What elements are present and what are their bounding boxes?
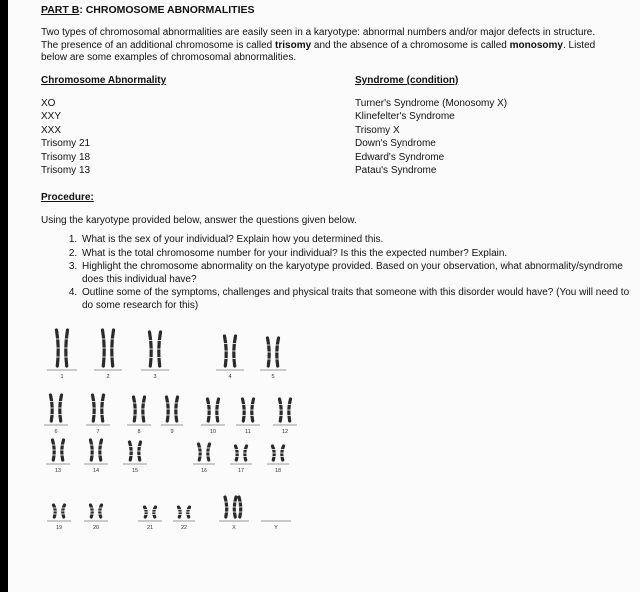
chromosome-label: X bbox=[232, 525, 236, 531]
syndrome-list bbox=[355, 97, 507, 177]
chromosome-label: 1 bbox=[60, 374, 64, 380]
chromosome-pair-17 bbox=[230, 446, 252, 474]
karyotype-image bbox=[8, 318, 640, 592]
procedure-heading bbox=[41, 191, 94, 204]
chromosome-pair-Y bbox=[261, 521, 291, 531]
chromosome-label: 18 bbox=[274, 468, 282, 474]
chromosome-label: 22 bbox=[180, 525, 188, 531]
chromosome-label: 17 bbox=[237, 468, 245, 474]
chromosome-label: 3 bbox=[153, 374, 157, 380]
chromosome-pair-8 bbox=[127, 397, 151, 435]
chromosome-label: 14 bbox=[92, 468, 100, 474]
list-item: Trisomy 21 bbox=[41, 138, 91, 150]
question-item: 1. What is the sex of your individual? Explain how you determined this. bbox=[80, 234, 640, 247]
chromosome-pair-22 bbox=[173, 507, 195, 531]
chromosome-label: 2 bbox=[106, 374, 110, 380]
question-list bbox=[60, 234, 640, 313]
title-rest: : CHROMOSOME ABNORMALITIES bbox=[79, 4, 255, 16]
list-item: XXY bbox=[41, 111, 62, 123]
monosomy-term: monosomy bbox=[509, 39, 563, 51]
chromosome-label: 7 bbox=[96, 429, 100, 435]
chromosome-pair-X bbox=[219, 497, 249, 531]
abnormality-list bbox=[41, 97, 90, 177]
chromosome-pair-5 bbox=[260, 338, 286, 380]
chromosome-pair-19 bbox=[47, 505, 71, 531]
procedure-instruction: Using the karyotype provided below, answer the questions given below. bbox=[41, 215, 357, 226]
column-header-abnormality: Chromosome Abnormality bbox=[41, 75, 167, 86]
list-item: Trisomy X bbox=[355, 124, 400, 136]
chromosome-label: Y bbox=[274, 525, 278, 531]
list-item: Trisomy 18 bbox=[41, 151, 91, 163]
chromosome-label: 20 bbox=[92, 525, 100, 531]
chromosome-pair-2 bbox=[94, 330, 122, 380]
question-item: 2. What is the total chromosome number for your individual? Is this the expected number? Explain. bbox=[80, 248, 640, 261]
chromosome-pair-14 bbox=[84, 440, 108, 474]
chromosome-label: 8 bbox=[137, 429, 141, 435]
intro-text-2: and the absence of a chromosome is called bbox=[311, 39, 510, 51]
list-item: Patau's Syndrome bbox=[355, 165, 437, 177]
chromosome-pair-9 bbox=[161, 397, 183, 435]
question-item: 4. Outline some of the symptoms, challenges and physical traits that someone with this disorder would have? (You will need to do some research for this) bbox=[80, 287, 640, 312]
list-item: Klinefelter's Syndrome bbox=[355, 111, 455, 123]
chromosome-label: 11 bbox=[245, 429, 251, 435]
chromosome-label: 19 bbox=[55, 525, 63, 531]
title-prefix: PART B bbox=[41, 4, 80, 16]
chromosome-label: 15 bbox=[131, 468, 139, 474]
chromosome-label: 4 bbox=[228, 374, 232, 380]
list-item: XO bbox=[41, 98, 56, 109]
chromosome-label: 9 bbox=[170, 429, 174, 435]
chromosome-label: 5 bbox=[271, 374, 275, 380]
column-header-syndrome: Syndrome (condition) bbox=[355, 75, 459, 86]
chromosome-pair-1 bbox=[47, 330, 77, 380]
chromosome-pair-7 bbox=[86, 395, 110, 435]
trisomy-term: trisomy bbox=[275, 39, 312, 51]
chromosome-pair-6 bbox=[44, 395, 68, 435]
list-item: Down's Syndrome bbox=[355, 138, 436, 150]
chromosome-label: 10 bbox=[209, 429, 217, 435]
chromosome-pair-15 bbox=[123, 442, 147, 474]
list-item: XXX bbox=[41, 124, 62, 136]
list-item: Turner's Syndrome (Monosomy X) bbox=[355, 98, 508, 109]
chromosome-pair-20 bbox=[84, 505, 108, 531]
chromosome-label: 21 bbox=[146, 525, 154, 531]
chromosome-pair-11 bbox=[236, 399, 260, 435]
chromosome-pair-12 bbox=[273, 399, 297, 435]
chromosome-pair-3 bbox=[141, 332, 169, 380]
chromosome-pair-4 bbox=[216, 336, 244, 380]
question-item: 3. Highlight the chromosome abnormality on the karyotype provided. Based on your observation, what abnormality/syndrome does this individual have? bbox=[80, 261, 640, 286]
chromosome-pair-21 bbox=[138, 507, 162, 531]
chromosome-label: 6 bbox=[54, 429, 58, 435]
chromosome-pair-10 bbox=[201, 399, 225, 435]
list-item: Trisomy 13 bbox=[41, 165, 91, 177]
chromosome-label: 16 bbox=[200, 468, 208, 474]
chromosome-label: 12 bbox=[281, 429, 289, 435]
karyotype-chromosomes bbox=[44, 330, 297, 531]
intro-paragraph bbox=[41, 27, 611, 65]
chromosome-label: 13 bbox=[54, 468, 62, 474]
list-item: Edward's Syndrome bbox=[355, 151, 445, 163]
intro-text-3: . Listed below are some examples of chromosomal abnormalities. bbox=[41, 39, 596, 63]
chromosome-pair-16 bbox=[193, 444, 215, 474]
procedure-heading-text: Procedure bbox=[41, 192, 91, 203]
procedure-heading-colon: : bbox=[90, 192, 94, 203]
chromosome-pair-13 bbox=[46, 440, 70, 474]
worksheet-page bbox=[8, 0, 640, 592]
intro-text-1: Two types of chromosomal abnormalities are easily seen in a karyotype: abnormal numbers and/or major defects in structure. The presence of an additional chromosome is called bbox=[41, 27, 596, 51]
page-title bbox=[41, 4, 255, 17]
chromosome-pair-18 bbox=[267, 446, 289, 474]
